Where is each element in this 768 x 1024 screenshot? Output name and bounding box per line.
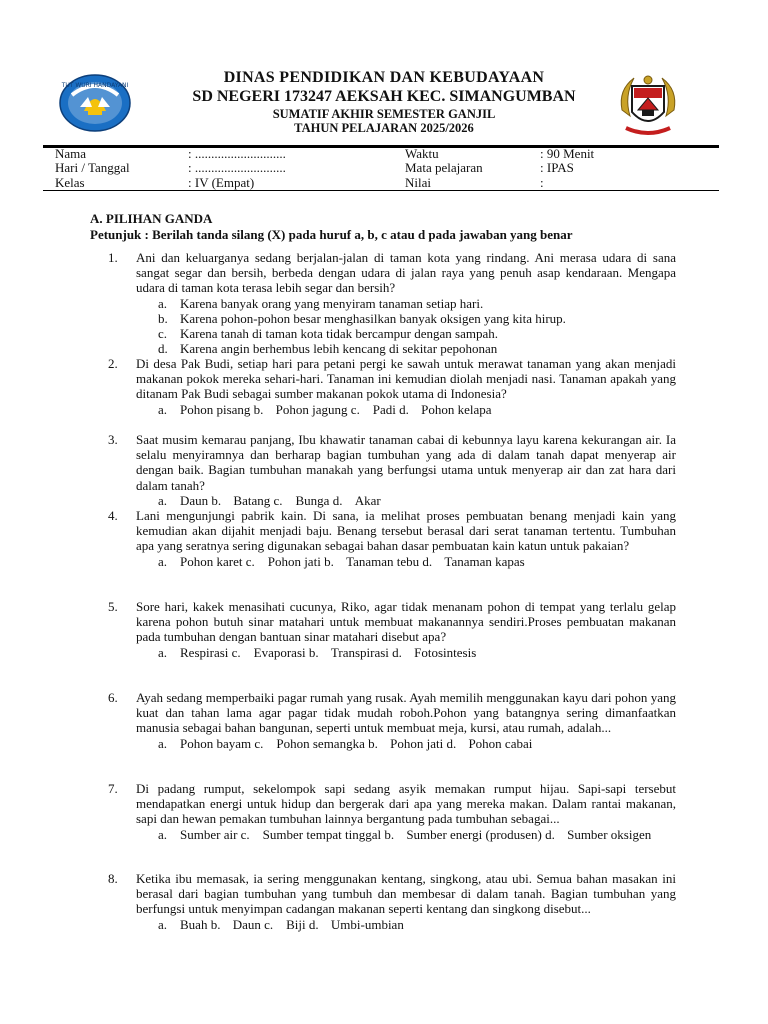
- option-b[interactable]: b. Tanaman tebu: [324, 553, 420, 569]
- question-1: [108, 250, 676, 356]
- option-c[interactable]: c. Padi: [350, 401, 396, 417]
- option-b[interactable]: b. Transpirasi: [308, 644, 389, 660]
- option-c[interactable]: c. Karena tanah di taman kota tidak bercampur dengan sampah.: [158, 325, 499, 341]
- option-c[interactable]: c. Bunga: [273, 492, 330, 508]
- question-text: Ani dan keluarganya sedang berjalan-jalan di taman kota yang rindang. Ani merasa udara di sana sangat segar dan bersih, berbeda dengan udara di jalan raya yang penuh asap kendaraan. Mengapa udara di taman kota terasa lebih segar dan bersih?: [136, 250, 676, 296]
- option-a[interactable]: a. Pohon karet: [158, 553, 243, 569]
- question-number: 1.: [108, 250, 118, 265]
- option-b[interactable]: b. Sumber energi (produsen): [384, 826, 542, 842]
- svg-text:TUT WURI HANDAYANI: TUT WURI HANDAYANI: [61, 82, 129, 89]
- header-line-3: SUMATIF AKHIR SEMESTER GANJIL: [272, 107, 496, 121]
- question-5: [108, 599, 676, 675]
- option-d[interactable]: d. Tanaman kapas: [422, 553, 525, 569]
- waktu-value: : 90 Menit: [540, 146, 595, 161]
- option-a[interactable]: a. Daun: [158, 492, 209, 508]
- question-4: [108, 508, 676, 584]
- header-line-2: SD NEGERI 173247 AEKSAH KEC. SIMANGUMBAN: [192, 88, 576, 105]
- question-8: [108, 871, 676, 932]
- option-d[interactable]: d. Akar: [332, 492, 381, 508]
- option-b[interactable]: b. Pohon jati: [368, 735, 444, 751]
- mapel-label: Mata pelajaran: [405, 160, 483, 175]
- option-b[interactable]: b. Pohon jagung: [253, 401, 348, 417]
- question-number: 6.: [108, 690, 118, 705]
- option-c[interactable]: c. Sumber tempat tinggal: [240, 826, 382, 842]
- nilai-label: Nilai: [405, 175, 431, 190]
- nilai-value: :: [540, 175, 544, 190]
- tanggal-label: Hari / Tanggal: [55, 160, 130, 175]
- question-number: 3.: [108, 432, 118, 447]
- question-number: 2.: [108, 356, 118, 371]
- question-text: Saat musim kemarau panjang, Ibu khawatir tanaman cabai di kebunnya layu karena kekurangan air. Ia selalu menyiramnya dan berharap bagian tumbuhan yang ada di dalam tanah dapat menyerap air dengan baik. Bagian tumbuhan manakah yang berfungsi utama untuk menyerap air dan zat hara dari dalam tanah?: [136, 432, 676, 493]
- option-d[interactable]: d. Fotosintesis: [392, 644, 477, 660]
- option-b[interactable]: b. Karena pohon-pohon besar menghasilkan banyak oksigen yang kita hirup.: [158, 310, 566, 326]
- header-divider: [43, 145, 719, 148]
- option-a[interactable]: a. Karena banyak orang yang menyiram tanaman setiap hari.: [158, 295, 484, 311]
- option-c[interactable]: c. Evaporasi: [231, 644, 306, 660]
- question-6: [108, 690, 676, 766]
- question-text: Ayah sedang memperbaiki pagar rumah yang rusak. Ayah memilih menggunakan kayu dari pohon yang kuat dan tahan lama agar pagar tidak mudah roboh.Pohon yang batangnya sering dimanfaatkan manusia sebagai bahan bangunan, seperti untuk membuat meja, kursi, atau rumah, adalah...: [136, 690, 676, 736]
- question-text: Sore hari, kakek menasihati cucunya, Riko, agar tidak menanam pohon di tempat yang terlalu gelap karena pohon butuh sinar matahari untuk membuat makanannya sendiri.Proses pembuatan makanan pada tumbuhan dengan bantuan sinar matahari disebut apa?: [136, 599, 676, 645]
- question-number: 5.: [108, 599, 118, 614]
- option-a[interactable]: a. Pohon pisang: [158, 401, 251, 417]
- question-number: 8.: [108, 871, 118, 886]
- option-d[interactable]: d. Pohon cabai: [446, 735, 533, 751]
- tanggal-value: : ............................: [188, 160, 286, 175]
- option-d[interactable]: d. Sumber oksigen: [545, 826, 652, 842]
- option-d[interactable]: d. Pohon kelapa: [399, 401, 492, 417]
- kelas-value: : IV (Empat): [188, 175, 255, 190]
- question-number: 4.: [108, 508, 118, 523]
- nama-label: Nama: [55, 146, 87, 161]
- option-a[interactable]: a. Sumber air: [158, 826, 238, 842]
- option-d[interactable]: d. Karena angin berhembus lebih kencang di sekitar pepohonan: [158, 341, 498, 357]
- option-c[interactable]: c. Biji: [264, 916, 306, 932]
- waktu-label: Waktu: [405, 146, 439, 161]
- question-text: Di desa Pak Budi, setiap hari para petani pergi ke sawah untuk merawat tanaman yang akan menjadi makanan pokok mereka sehari-hari. Tanaman ini kemudian diolah menjadi nasi. Tanaman apakah yang ditanam Pak Budi sebagai sumber makanan pokok utama di Indonesia?: [136, 356, 676, 402]
- option-d[interactable]: d. Umbi-umbian: [308, 916, 404, 932]
- question-text: Ketika ibu memasak, ia sering menggunakan kentang, singkong, atau ubi. Semua bahan masakan ini berasal dari bagian tumbuhan yang tumbuh dan membesar di dalam tanah. Bagian tumbuhan yang berfungsi untuk menyimpan cadangan makanan seperti kentang dan singkong disebut...: [136, 871, 676, 917]
- nama-value: : ............................: [188, 146, 286, 161]
- option-c[interactable]: c. Pohon jati: [245, 553, 321, 569]
- question-text: Lani mengunjungi pabrik kain. Di sana, ia melihat proses pembuatan benang menjadi kain yang kemudian akan dijahit menjadi baju. Benang tersebut berasal dari serat tanaman tertentu. Tumbuhan apa yang seratnya sering digunakan sebagai bahan dasar pembuatan kain katun untuk pakaian?: [136, 508, 676, 554]
- header-line-1: DINAS PENDIDIKAN DAN KEBUDAYAAN: [223, 69, 545, 86]
- kelas-label: Kelas: [55, 175, 85, 190]
- question-7: [108, 781, 676, 857]
- section-instruction: Petunjuk : Berilah tanda silang (X) pada huruf a, b, c atau d pada jawaban yang benar: [90, 227, 573, 242]
- option-c[interactable]: c. Pohon semangka: [254, 735, 365, 751]
- mapel-value: : IPAS: [540, 160, 574, 175]
- question-text: Di padang rumput, sekelompok sapi sedang asyik memakan rumput hijau. Sapi-sapi tersebut mendapatkan energi untuk hidup dan bergerak dari apa yang mereka makan. Dalam rantai makanan, sapi dan hewan pemakan tumbuhan lainnya bergantung pada tumbuhan sebagai...: [136, 781, 676, 827]
- info-divider: [43, 190, 719, 191]
- option-a[interactable]: a. Buah: [158, 916, 208, 932]
- option-a[interactable]: a. Respirasi: [158, 644, 229, 660]
- question-2: [108, 356, 676, 417]
- section-title: A. PILIHAN GANDA: [90, 211, 213, 226]
- question-number: 7.: [108, 781, 118, 796]
- option-a[interactable]: a. Pohon bayam: [158, 735, 252, 751]
- option-b[interactable]: b. Daun: [210, 916, 261, 932]
- option-b[interactable]: b. Batang: [211, 492, 271, 508]
- question-3: [108, 432, 676, 508]
- header-line-4: TAHUN PELAJARAN 2025/2026: [294, 121, 474, 135]
